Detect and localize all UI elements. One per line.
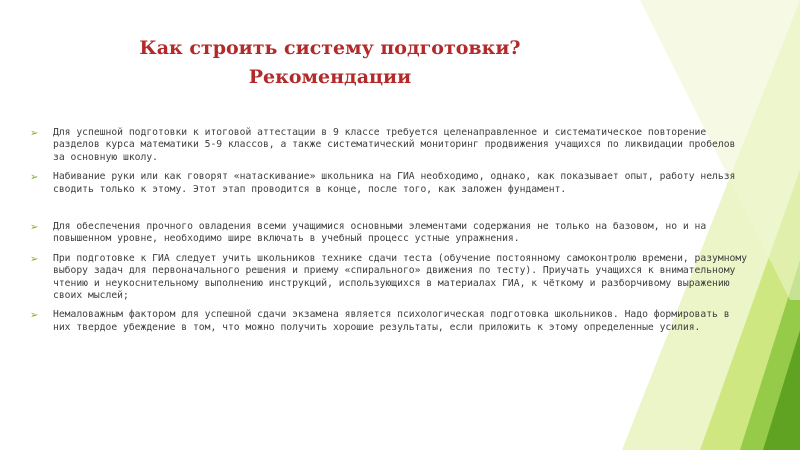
list-item-text: Немаловажным фактором для успешной сдачи экзамена является психологическая подготовка школьников. Надо формировать в них твердое убеждение в том, что можно получить хорошие результаты, если приложить к этому определенные усилия. xyxy=(53,309,730,333)
slide-title xyxy=(60,34,600,92)
list-item xyxy=(30,253,750,303)
arrow-right-icon: ➢ xyxy=(30,128,39,139)
list-item-text: Для обеспечения прочного овладения всеми учащимися основными элементами содержания не только на базовом, но и на повышенном уровне, необходимо шире включать в учебный процесс устные упражнения. xyxy=(53,221,707,245)
list-item-text: Для успешной подготовки к итоговой аттестации в 9 классе требуется целенаправленное и систематическое повторение разделов курса математики 5-9 классов, а также систематический мониторинг продвижения учащихся по ликвидации пробелов за основную школу. xyxy=(53,127,736,163)
list-item-text: Набивание руки или как говорят «натаскивание» школьника на ГИА необходимо, однако, как показывает опыт, работу нельзя сводить только к этому. Этот этап проводится в конце, после того, как заложен фундамент. xyxy=(53,171,736,195)
list-item xyxy=(30,171,750,196)
title-line-1: Как строить систему подготовки? xyxy=(139,37,521,59)
list-item xyxy=(30,221,750,246)
arrow-right-icon: ➢ xyxy=(30,172,39,184)
content-list xyxy=(30,127,750,341)
arrow-right-icon: ➢ xyxy=(30,310,39,322)
arrow-right-icon: ➢ xyxy=(30,222,39,234)
title-line-2: Рекомендации xyxy=(248,66,412,88)
list-item xyxy=(30,309,750,334)
arrow-right-icon: ➢ xyxy=(30,253,39,265)
list-item xyxy=(30,127,750,164)
list-item-text: При подготовке к ГИА следует учить школьников технике сдачи теста (обучение постоянному самоконтролю времени, разумному выбору задач для первоначального решения и приему «спирального» движения по тесту). Приучать учащихся к внимательному чтению и неукоснительному выполнению инструкций, использующихся в материалах ГИА, к чёткому и разборчивому выражению своих мыслей; xyxy=(53,252,748,302)
